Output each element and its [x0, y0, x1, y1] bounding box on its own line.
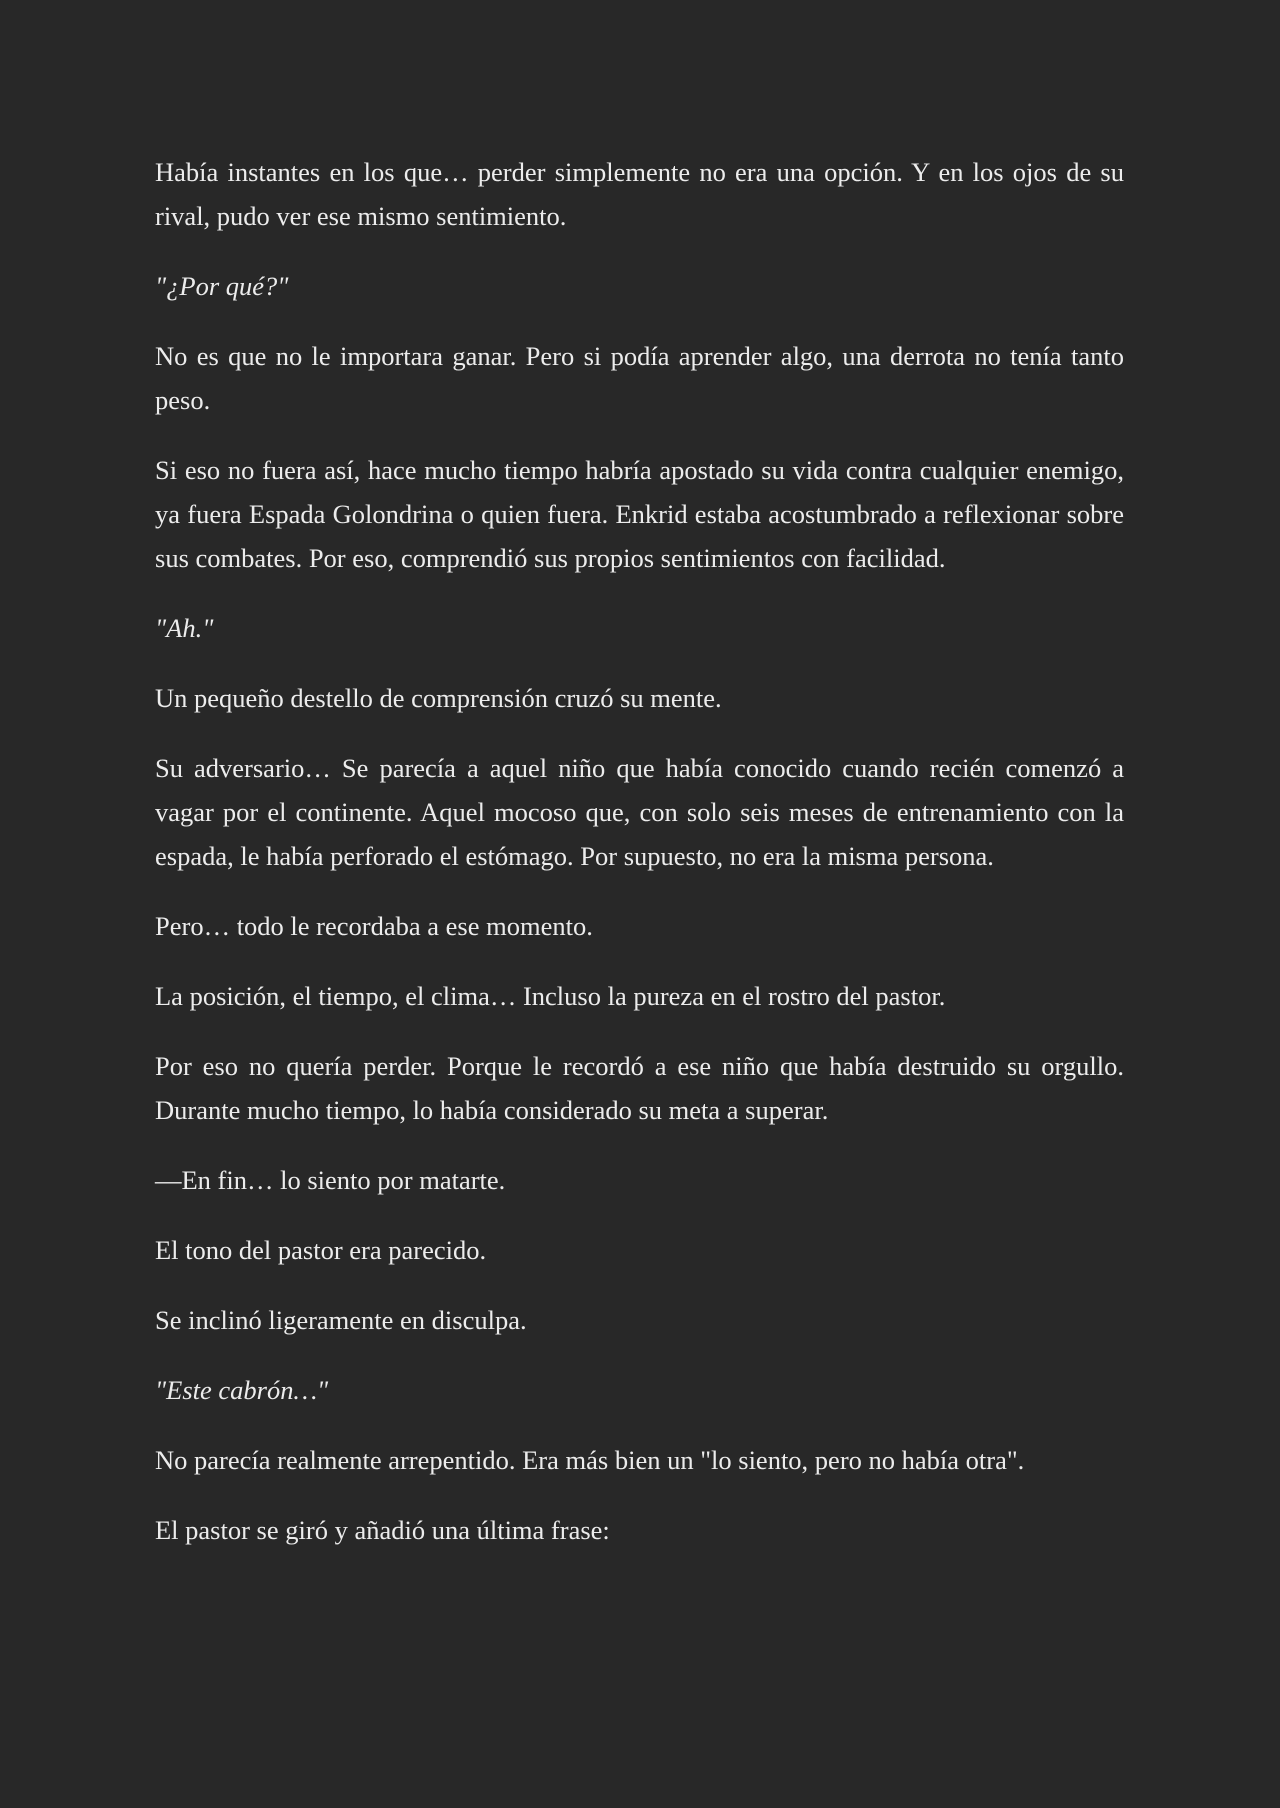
paragraph: No es que no le importara ganar. Pero si podía aprender algo, una derrota no tenía tanto peso.: [155, 341, 1124, 415]
paragraph: El pastor se giró y añadió una última frase:: [155, 1515, 610, 1545]
dialogue-paragraph: —En fin… lo siento por matarte.: [155, 1165, 506, 1195]
paragraph: Había instantes en los que… perder simplemente no era una opción. Y en los ojos de su rival, pudo ver ese mismo sentimiento.: [155, 157, 1124, 231]
paragraph: La posición, el tiempo, el clima… Incluso la pureza en el rostro del pastor.: [155, 981, 946, 1011]
paragraph: Su adversario… Se parecía a aquel niño que había conocido cuando recién comenzó a vagar por el continente. Aquel mocoso que, con solo seis meses de entrenamiento con la espada, le había perforado el estómago. Por supuesto, no era la misma persona.: [155, 753, 1124, 871]
paragraph: El tono del pastor era parecido.: [155, 1235, 487, 1265]
paragraph: Pero… todo le recordaba a ese momento.: [155, 911, 593, 941]
thought-paragraph: "Ah.": [155, 613, 214, 643]
paragraph: Se inclinó ligeramente en disculpa.: [155, 1305, 527, 1335]
paragraph: Un pequeño destello de comprensión cruzó su mente.: [155, 683, 722, 713]
paragraph: Por eso no quería perder. Porque le recordó a ese niño que había destruido su orgullo. Durante mucho tiempo, lo había considerado su meta a superar.: [155, 1051, 1124, 1125]
thought-paragraph: "Este cabrón…": [155, 1375, 329, 1405]
paragraph: Si eso no fuera así, hace mucho tiempo habría apostado su vida contra cualquier enemigo, ya fuera Espada Golondrina o quien fuera. Enkrid estaba acostumbrado a reflexionar sobre sus combates. Por eso, comprendió sus propios sentimientos con facilidad.: [155, 455, 1124, 573]
paragraph: No parecía realmente arrepentido. Era más bien un "lo siento, pero no había otra".: [155, 1445, 1025, 1475]
thought-paragraph: "¿Por qué?": [155, 271, 289, 301]
